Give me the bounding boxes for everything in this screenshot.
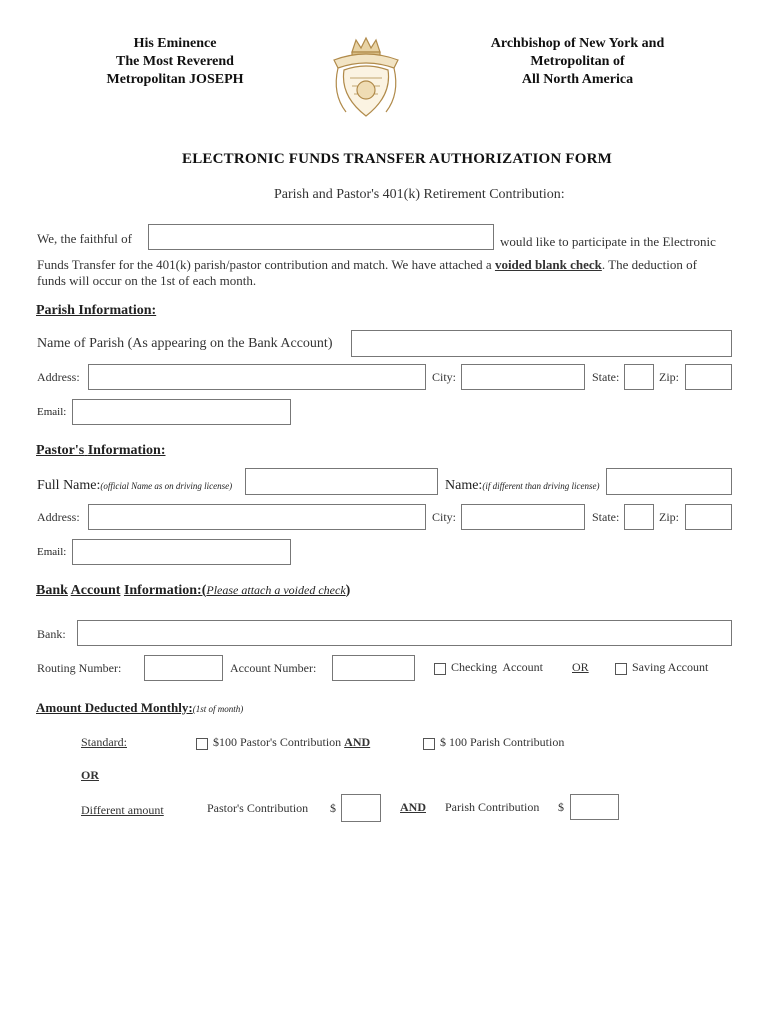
parish-city-label: City:	[432, 370, 457, 384]
pastor-fullname-input[interactable]	[245, 468, 438, 495]
pastor-city-label: City:	[432, 510, 457, 524]
standard-label: Standard:	[81, 735, 127, 749]
voided-check-text: voided blank check	[494, 257, 602, 272]
bank-heading-b: Account	[70, 583, 121, 598]
pastor-fullname-note: (official Name as on driving license)	[100, 481, 233, 491]
bank-heading-a: Bank	[36, 583, 68, 598]
amount-heading-note: (1st of month)	[192, 704, 244, 714]
standard-parish-checkbox[interactable]	[423, 738, 435, 750]
we-faithful-label: We, the faithful of	[37, 231, 132, 246]
pastor-email-label: Email:	[37, 546, 67, 558]
form-subtitle: Parish and Pastor's 401(k) Retirement Contribution:	[274, 187, 565, 202]
intro-text-a: Funds Transfer for the 401(k) parish/pastor contribution and match. We have attached a	[37, 257, 495, 272]
parish-zip-label: Zip:	[659, 370, 679, 384]
parish-zip-input[interactable]	[685, 364, 732, 390]
pastor-info-heading	[36, 443, 166, 459]
parish-email-input[interactable]	[72, 399, 291, 425]
form-title: ELECTRONIC FUNDS TRANSFER AUTHORIZATION FORM	[182, 151, 612, 167]
header-right-line1: Archbishop of New York and	[490, 36, 665, 51]
standard-parish-label: $ 100 Parish Contribution	[440, 735, 565, 749]
intro-paragraph	[37, 257, 747, 289]
account-type-or: OR	[572, 660, 589, 674]
header-right-line2: Metropolitan of	[530, 54, 625, 69]
pastor-heading-a: Pastor's	[36, 443, 85, 458]
header-left-line2: The Most Reverend	[116, 54, 234, 69]
bank-info-heading	[36, 583, 350, 599]
different-and: AND	[400, 800, 426, 814]
bank-heading-d: Please attach a voided check	[206, 583, 346, 597]
parish-dollar-sign: $	[558, 800, 564, 814]
saving-account-checkbox[interactable]	[615, 663, 627, 675]
header-left	[90, 35, 260, 89]
amount-or: OR	[81, 768, 99, 782]
parish-city-input[interactable]	[461, 364, 585, 390]
intro-text-c: funds will occur on the 1st of each month.	[37, 273, 257, 288]
bank-name-label: Bank:	[37, 627, 66, 641]
parish-address-input[interactable]	[88, 364, 426, 390]
standard-pastor-label: $100 Pastor's Contribution	[213, 735, 342, 749]
pastor-heading-b: Information:	[87, 443, 166, 458]
amount-heading	[36, 699, 243, 717]
pastor-city-input[interactable]	[461, 504, 585, 530]
parish-name-label: Name of Parish (As appearing on the Bank Account)	[37, 336, 333, 351]
bank-name-input[interactable]	[77, 620, 732, 646]
header-right	[470, 35, 685, 89]
pastor-zip-label: Zip:	[659, 510, 679, 524]
parish-state-label: State:	[592, 370, 620, 384]
parish-name-input[interactable]	[351, 330, 732, 357]
bank-heading-c: Information:(	[123, 583, 207, 598]
standard-pastor-group	[213, 735, 370, 750]
pastor-email-input[interactable]	[72, 539, 291, 565]
pastor-name-label-group	[445, 476, 599, 494]
pastor-contribution-label: Pastor's Contribution	[207, 801, 309, 815]
checking-account-label: Checking Account	[451, 660, 543, 674]
header-right-line3: All North America	[521, 72, 634, 87]
pastor-address-label: Address:	[37, 510, 80, 524]
checking-account-checkbox[interactable]	[434, 663, 446, 675]
participate-text: would like to participate in the Electronic	[500, 234, 716, 249]
pastor-address-input[interactable]	[88, 504, 426, 530]
standard-pastor-checkbox[interactable]	[196, 738, 208, 750]
crown-seal-icon	[328, 34, 404, 122]
pastor-fullname-label-group	[37, 476, 232, 494]
header-left-line1: His Eminence	[133, 36, 217, 51]
pastor-state-label: State:	[592, 510, 620, 524]
faithful-of-input[interactable]	[148, 224, 494, 250]
pastor-name-label: Name:	[445, 478, 483, 493]
parish-contribution-input[interactable]	[570, 794, 619, 820]
parish-contribution-label: Parish Contribution	[445, 800, 540, 814]
parish-email-label: Email:	[37, 406, 67, 418]
intro-text-b: . The deduction of	[601, 257, 697, 272]
account-number-input[interactable]	[332, 655, 415, 681]
pastor-name-note: (if different than driving license)	[482, 481, 600, 491]
header-left-line3: Metropolitan JOSEPH	[106, 72, 244, 87]
pastor-dollar-sign: $	[330, 801, 336, 815]
standard-and: AND	[344, 735, 371, 749]
pastor-contribution-input[interactable]	[341, 794, 381, 822]
routing-number-input[interactable]	[144, 655, 223, 681]
amount-heading-text: Amount Deducted Monthly:	[36, 700, 193, 715]
routing-number-label: Routing Number:	[37, 661, 122, 675]
parish-state-input[interactable]	[624, 364, 654, 390]
bank-heading-e: )	[345, 583, 351, 598]
pastor-fullname-label: Full Name:	[37, 478, 101, 493]
pastor-zip-input[interactable]	[685, 504, 732, 530]
different-amount-label: Different amount	[81, 803, 164, 817]
account-number-label: Account Number:	[230, 661, 317, 675]
pastor-name-input[interactable]	[606, 468, 732, 495]
saving-account-label: Saving Account	[632, 660, 709, 674]
pastor-state-input[interactable]	[624, 504, 654, 530]
parish-info-heading: Parish Information:	[36, 303, 157, 318]
parish-address-label: Address:	[37, 370, 80, 384]
